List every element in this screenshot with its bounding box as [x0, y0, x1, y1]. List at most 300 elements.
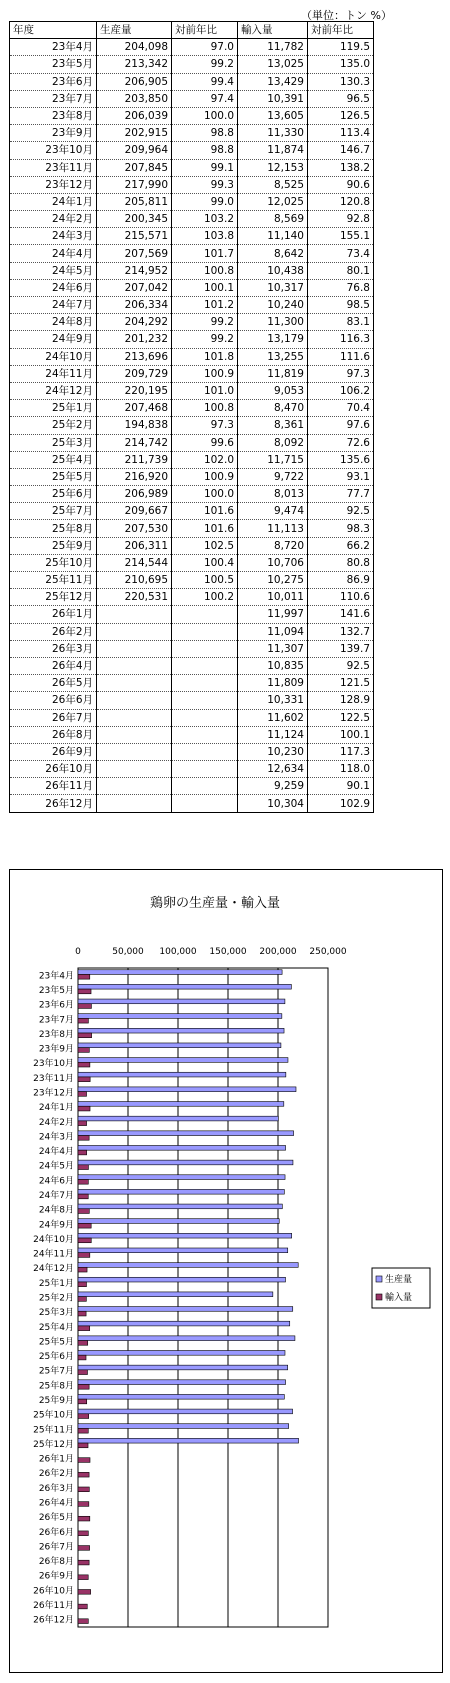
- table-row: [10, 572, 374, 589]
- cell-production-yoy: 100.0: [172, 486, 238, 503]
- cell-production: [97, 640, 172, 657]
- cell-production-yoy: 100.5: [172, 572, 238, 589]
- cell-imports: 13,429: [238, 73, 308, 90]
- cell-imports-yoy: 72.6: [308, 434, 374, 451]
- table-row: [10, 468, 374, 485]
- cell-imports: 8,720: [238, 537, 308, 554]
- cell-imports-yoy: 111.6: [308, 348, 374, 365]
- cell-imports: 10,275: [238, 572, 308, 589]
- category-label: 23年5月: [38, 985, 74, 996]
- cell-period: 24年5月: [10, 262, 97, 279]
- cell-imports: 11,113: [238, 520, 308, 537]
- cell-period: 26年4月: [10, 657, 97, 674]
- category-label: 26年5月: [38, 1513, 74, 1524]
- category-label: 23年11月: [33, 1073, 74, 1084]
- bar-chart: [10, 870, 442, 1672]
- cell-production-yoy: [172, 709, 238, 726]
- table-row: [10, 778, 374, 795]
- cell-production: [97, 675, 172, 692]
- cell-production-yoy: 99.6: [172, 434, 238, 451]
- table-row: [10, 606, 374, 623]
- cell-imports-yoy: 92.8: [308, 211, 374, 228]
- cell-period: 23年10月: [10, 142, 97, 159]
- bar-production: [78, 1189, 284, 1194]
- cell-production: [97, 692, 172, 709]
- table-row: [10, 400, 374, 417]
- bar-imports: [78, 1092, 87, 1097]
- cell-imports-yoy: 146.7: [308, 142, 374, 159]
- cell-period: 26年3月: [10, 640, 97, 657]
- x-tick-label: 100,000: [159, 947, 197, 957]
- cell-imports-yoy: 98.5: [308, 297, 374, 314]
- bar-imports: [78, 1458, 90, 1463]
- cell-imports: 9,259: [238, 778, 308, 795]
- bar-production: [78, 1248, 288, 1253]
- cell-production: 209,667: [97, 503, 172, 520]
- cell-production: [97, 709, 172, 726]
- cell-period: 25年12月: [10, 589, 97, 606]
- table-row: [10, 657, 374, 674]
- bar-production: [78, 1219, 279, 1224]
- cell-production: [97, 606, 172, 623]
- cell-production-yoy: [172, 743, 238, 760]
- category-label: 25年11月: [33, 1425, 74, 1436]
- cell-imports: 11,094: [238, 623, 308, 640]
- cell-imports: 12,153: [238, 159, 308, 176]
- bar-production: [78, 1204, 282, 1209]
- cell-period: 25年2月: [10, 417, 97, 434]
- cell-imports-yoy: 97.3: [308, 365, 374, 382]
- bar-imports: [78, 1487, 89, 1492]
- bar-imports: [78, 1560, 89, 1565]
- category-label: 23年6月: [38, 1000, 74, 1011]
- bar-imports: [78, 1150, 87, 1155]
- cell-production: 194,838: [97, 417, 172, 434]
- table-row: [10, 520, 374, 537]
- cell-production-yoy: 99.0: [172, 193, 238, 210]
- category-label: 25年3月: [38, 1308, 74, 1319]
- header-production-yoy: 対前年比: [172, 22, 238, 39]
- cell-production: 210,695: [97, 572, 172, 589]
- cell-period: 25年6月: [10, 486, 97, 503]
- cell-production-yoy: 99.1: [172, 159, 238, 176]
- category-label: 23年9月: [38, 1044, 74, 1055]
- cell-period: 25年10月: [10, 554, 97, 571]
- header-imports-yoy: 対前年比: [308, 22, 374, 39]
- cell-imports-yoy: 90.6: [308, 176, 374, 193]
- cell-imports: 10,240: [238, 297, 308, 314]
- cell-imports-yoy: 76.8: [308, 279, 374, 296]
- category-label: 26年6月: [38, 1527, 74, 1538]
- cell-production: 213,696: [97, 348, 172, 365]
- plot-border: [78, 968, 328, 1627]
- cell-imports-yoy: 102.9: [308, 795, 374, 812]
- cell-imports: 9,474: [238, 503, 308, 520]
- cell-imports: 11,124: [238, 726, 308, 743]
- cell-imports: 13,605: [238, 107, 308, 124]
- cell-imports-yoy: 66.2: [308, 537, 374, 554]
- cell-production: 206,905: [97, 73, 172, 90]
- category-label: 24年7月: [38, 1190, 74, 1201]
- bar-imports: [78, 1619, 88, 1624]
- bar-imports: [78, 1209, 89, 1214]
- cell-production-yoy: 103.2: [172, 211, 238, 228]
- bar-imports: [78, 1355, 86, 1360]
- cell-period: 23年5月: [10, 56, 97, 73]
- cell-period: 24年6月: [10, 279, 97, 296]
- table-row: [10, 554, 374, 571]
- category-label: 24年11月: [33, 1249, 74, 1260]
- x-tick-label: 250,000: [309, 947, 347, 957]
- cell-imports: 12,025: [238, 193, 308, 210]
- cell-imports-yoy: 83.1: [308, 314, 374, 331]
- bar-imports: [78, 1048, 89, 1053]
- bar-production: [78, 1131, 294, 1136]
- bar-imports: [78, 1341, 88, 1346]
- bar-production: [78, 1102, 284, 1107]
- cell-imports-yoy: 139.7: [308, 640, 374, 657]
- category-label: 26年11月: [33, 1601, 74, 1612]
- cell-production-yoy: 101.8: [172, 348, 238, 365]
- cell-imports-yoy: 118.0: [308, 761, 374, 778]
- category-label: 24年9月: [38, 1220, 74, 1231]
- x-tick-label: 50,000: [112, 947, 144, 957]
- cell-period: 24年4月: [10, 245, 97, 262]
- bar-imports: [78, 1106, 90, 1111]
- bar-imports: [78, 1414, 89, 1419]
- cell-imports-yoy: 90.1: [308, 778, 374, 795]
- table-row: [10, 297, 374, 314]
- cell-production: [97, 743, 172, 760]
- bar-imports: [78, 1311, 86, 1316]
- cell-imports: 8,525: [238, 176, 308, 193]
- cell-period: 23年4月: [10, 39, 97, 56]
- table-row: [10, 142, 374, 159]
- bar-imports: [78, 1516, 90, 1521]
- cell-production-yoy: [172, 606, 238, 623]
- category-label: 25年5月: [38, 1337, 74, 1348]
- cell-imports: 11,307: [238, 640, 308, 657]
- cell-production-yoy: 100.8: [172, 262, 238, 279]
- cell-imports-yoy: 80.1: [308, 262, 374, 279]
- plot-area: [33, 947, 347, 1627]
- cell-production-yoy: 99.2: [172, 331, 238, 348]
- category-label: 23年4月: [38, 971, 74, 982]
- bar-imports: [78, 1077, 90, 1082]
- bar-production: [78, 1087, 296, 1092]
- cell-production: 201,232: [97, 331, 172, 348]
- cell-imports: 10,317: [238, 279, 308, 296]
- bar-imports: [78, 1326, 90, 1331]
- cell-production-yoy: 100.1: [172, 279, 238, 296]
- table-row: [10, 279, 374, 296]
- bar-imports: [78, 1604, 87, 1609]
- cell-imports-yoy: 155.1: [308, 228, 374, 245]
- cell-period: 24年8月: [10, 314, 97, 331]
- cell-production: 206,311: [97, 537, 172, 554]
- cell-production-yoy: 97.0: [172, 39, 238, 56]
- bar-imports: [78, 1399, 87, 1404]
- bar-imports: [78, 1018, 88, 1023]
- cell-imports: 9,053: [238, 382, 308, 399]
- cell-production: 211,739: [97, 451, 172, 468]
- cell-imports-yoy: 77.7: [308, 486, 374, 503]
- category-label: 25年8月: [38, 1381, 74, 1392]
- table-row: [10, 623, 374, 640]
- cell-period: 26年11月: [10, 778, 97, 795]
- bar-production: [78, 1424, 289, 1429]
- table-row: [10, 417, 374, 434]
- cell-imports-yoy: 73.4: [308, 245, 374, 262]
- cell-imports-yoy: 96.5: [308, 90, 374, 107]
- bar-imports: [78, 1590, 91, 1595]
- cell-production: [97, 623, 172, 640]
- bar-imports: [78, 1575, 88, 1580]
- cell-imports: 12,634: [238, 761, 308, 778]
- bar-production: [78, 1307, 293, 1312]
- cell-production-yoy: 101.6: [172, 503, 238, 520]
- cell-imports: 13,179: [238, 331, 308, 348]
- legend-swatch: [376, 1294, 382, 1300]
- cell-imports: 11,140: [238, 228, 308, 245]
- cell-production-yoy: 97.3: [172, 417, 238, 434]
- table-row: [10, 709, 374, 726]
- legend-label: 生産量: [385, 1275, 413, 1285]
- legend-swatch: [376, 1276, 382, 1282]
- cell-production-yoy: 100.0: [172, 107, 238, 124]
- cell-imports: 8,092: [238, 434, 308, 451]
- cell-production-yoy: [172, 726, 238, 743]
- cell-production-yoy: 100.8: [172, 400, 238, 417]
- cell-imports-yoy: 86.9: [308, 572, 374, 589]
- cell-period: 26年5月: [10, 675, 97, 692]
- cell-imports: 10,391: [238, 90, 308, 107]
- table-row: [10, 640, 374, 657]
- cell-imports: 10,331: [238, 692, 308, 709]
- cell-imports: 13,025: [238, 56, 308, 73]
- table-row: [10, 245, 374, 262]
- cell-imports-yoy: 92.5: [308, 657, 374, 674]
- legend: [372, 1268, 430, 1308]
- cell-period: 25年3月: [10, 434, 97, 451]
- cell-imports: 11,300: [238, 314, 308, 331]
- cell-production-yoy: [172, 675, 238, 692]
- table-row: [10, 193, 374, 210]
- bar-production: [78, 1292, 273, 1297]
- cell-imports-yoy: 119.5: [308, 39, 374, 56]
- bar-imports: [78, 1223, 91, 1228]
- cell-imports-yoy: 113.4: [308, 125, 374, 142]
- cell-imports: 10,706: [238, 554, 308, 571]
- cell-production: [97, 726, 172, 743]
- cell-imports: 11,782: [238, 39, 308, 56]
- cell-production-yoy: 98.8: [172, 142, 238, 159]
- cell-imports: 11,715: [238, 451, 308, 468]
- cell-period: 25年7月: [10, 503, 97, 520]
- cell-period: 23年6月: [10, 73, 97, 90]
- cell-period: 23年11月: [10, 159, 97, 176]
- bar-production: [78, 1438, 299, 1443]
- bar-production: [78, 1365, 288, 1370]
- bar-production: [78, 1321, 290, 1326]
- cell-period: 24年7月: [10, 297, 97, 314]
- cell-production-yoy: [172, 761, 238, 778]
- cell-production: 203,850: [97, 90, 172, 107]
- legend-label: 輸入量: [385, 1293, 413, 1303]
- bar-production: [78, 1014, 282, 1019]
- cell-production: 207,042: [97, 279, 172, 296]
- cell-production-yoy: 103.8: [172, 228, 238, 245]
- chart-title: 鶏卵の生産量・輸入量: [149, 896, 281, 911]
- cell-production-yoy: 102.5: [172, 537, 238, 554]
- cell-imports-yoy: 122.5: [308, 709, 374, 726]
- category-label: 24年8月: [38, 1205, 74, 1216]
- table-row: [10, 348, 374, 365]
- cell-imports-yoy: 120.8: [308, 193, 374, 210]
- cell-production: 207,569: [97, 245, 172, 262]
- table-row: [10, 125, 374, 142]
- cell-production: 207,845: [97, 159, 172, 176]
- bar-production: [78, 1233, 292, 1238]
- cell-production-yoy: [172, 778, 238, 795]
- cell-period: 24年12月: [10, 382, 97, 399]
- cell-period: 26年12月: [10, 795, 97, 812]
- cell-imports: 11,809: [238, 675, 308, 692]
- cell-production-yoy: 98.8: [172, 125, 238, 142]
- cell-imports-yoy: 117.3: [308, 743, 374, 760]
- bar-imports: [78, 1238, 91, 1243]
- cell-imports: 8,470: [238, 400, 308, 417]
- category-label: 23年7月: [38, 1015, 74, 1026]
- cell-imports: 11,997: [238, 606, 308, 623]
- table-row: [10, 56, 374, 73]
- bar-imports: [78, 1194, 88, 1199]
- cell-imports: 13,255: [238, 348, 308, 365]
- category-label: 26年8月: [38, 1557, 74, 1568]
- table-row: [10, 537, 374, 554]
- cell-production-yoy: 100.2: [172, 589, 238, 606]
- cell-production-yoy: 101.2: [172, 297, 238, 314]
- cell-production-yoy: [172, 692, 238, 709]
- cell-period: 23年7月: [10, 90, 97, 107]
- category-label: 25年12月: [33, 1439, 74, 1450]
- bar-imports: [78, 1282, 86, 1287]
- chart-frame: [9, 869, 443, 1673]
- cell-production: 202,915: [97, 125, 172, 142]
- header-year: 年度: [10, 22, 97, 39]
- table-row: [10, 761, 374, 778]
- table-row: [10, 675, 374, 692]
- cell-production: [97, 795, 172, 812]
- cell-imports: 11,874: [238, 142, 308, 159]
- bar-imports: [78, 974, 90, 979]
- bar-production: [78, 1145, 286, 1150]
- cell-period: 25年11月: [10, 572, 97, 589]
- cell-period: 26年1月: [10, 606, 97, 623]
- bar-production: [78, 970, 282, 975]
- cell-production: 207,468: [97, 400, 172, 417]
- bar-production: [78, 1175, 285, 1180]
- cell-imports-yoy: 100.1: [308, 726, 374, 743]
- bar-imports: [78, 1267, 87, 1272]
- bar-imports: [78, 1384, 89, 1389]
- cell-imports: 9,722: [238, 468, 308, 485]
- bar-imports: [78, 1472, 89, 1477]
- category-label: 24年12月: [33, 1264, 74, 1275]
- data-table: [9, 21, 374, 813]
- bar-production: [78, 1409, 293, 1414]
- bar-imports: [78, 1062, 90, 1067]
- category-label: 26年2月: [38, 1469, 74, 1480]
- table-row: [10, 314, 374, 331]
- cell-production: 207,530: [97, 520, 172, 537]
- cell-production: 215,571: [97, 228, 172, 245]
- category-label: 24年6月: [38, 1176, 74, 1187]
- cell-production-yoy: [172, 795, 238, 812]
- bar-imports: [78, 1033, 92, 1038]
- table-row: [10, 90, 374, 107]
- cell-imports: 10,438: [238, 262, 308, 279]
- cell-period: 25年4月: [10, 451, 97, 468]
- cell-production: 214,742: [97, 434, 172, 451]
- cell-production-yoy: 100.9: [172, 468, 238, 485]
- cell-production-yoy: [172, 623, 238, 640]
- cell-period: 26年2月: [10, 623, 97, 640]
- bar-imports: [78, 1165, 88, 1170]
- cell-period: 24年10月: [10, 348, 97, 365]
- category-label: 25年2月: [38, 1293, 74, 1304]
- cell-imports-yoy: 135.0: [308, 56, 374, 73]
- table-row: [10, 434, 374, 451]
- cell-imports: 11,819: [238, 365, 308, 382]
- cell-production: 213,342: [97, 56, 172, 73]
- cell-imports-yoy: 116.3: [308, 331, 374, 348]
- bar-imports: [78, 1428, 88, 1433]
- cell-imports: 8,642: [238, 245, 308, 262]
- cell-imports: 11,602: [238, 709, 308, 726]
- category-label: 24年3月: [38, 1132, 74, 1143]
- cell-production: 217,990: [97, 176, 172, 193]
- cell-imports-yoy: 70.4: [308, 400, 374, 417]
- bar-imports: [78, 1370, 87, 1375]
- category-label: 24年5月: [38, 1161, 74, 1172]
- cell-period: 26年8月: [10, 726, 97, 743]
- table-row: [10, 726, 374, 743]
- category-label: 23年8月: [38, 1029, 74, 1040]
- category-label: 26年1月: [38, 1454, 74, 1465]
- bar-imports: [78, 989, 91, 994]
- x-tick-label: 150,000: [209, 947, 247, 957]
- cell-imports: 8,013: [238, 486, 308, 503]
- cell-imports: 8,569: [238, 211, 308, 228]
- bar-production: [78, 1277, 285, 1282]
- bar-imports: [78, 1253, 90, 1258]
- category-label: 26年7月: [38, 1542, 74, 1553]
- cell-production-yoy: 100.4: [172, 554, 238, 571]
- cell-production: 205,811: [97, 193, 172, 210]
- category-label: 26年10月: [33, 1586, 74, 1597]
- cell-imports-yoy: 92.5: [308, 503, 374, 520]
- bar-imports: [78, 1121, 87, 1126]
- table-row: [10, 107, 374, 124]
- cell-imports-yoy: 138.2: [308, 159, 374, 176]
- category-label: 24年4月: [38, 1147, 74, 1158]
- category-label: 26年3月: [38, 1483, 74, 1494]
- x-tick-label: 200,000: [259, 947, 297, 957]
- table-row: [10, 382, 374, 399]
- table-row: [10, 503, 374, 520]
- bar-production: [78, 1043, 281, 1048]
